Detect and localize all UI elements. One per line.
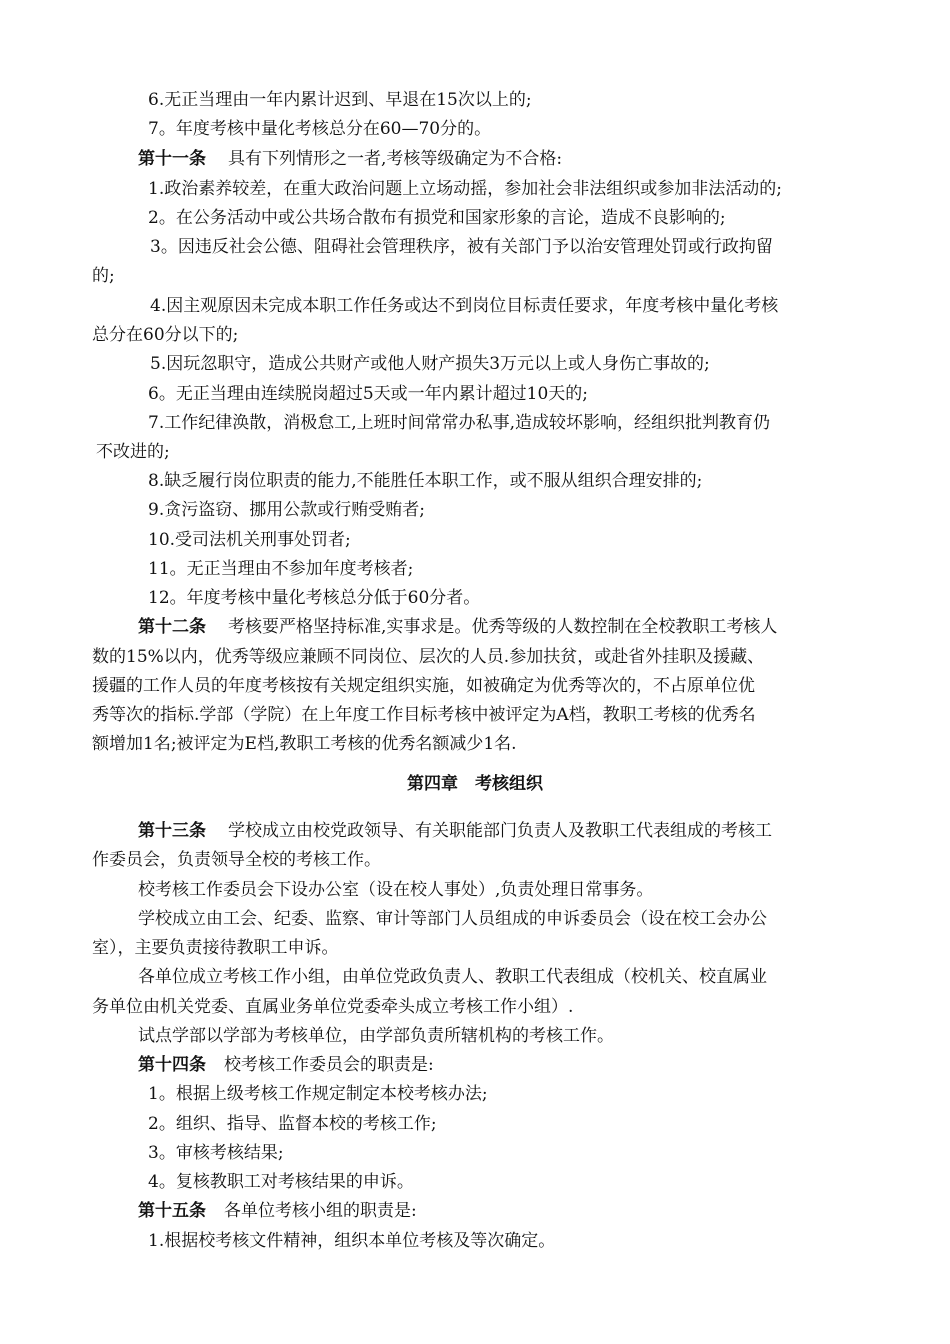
article-13-line-7: 务单位由机关党委、直属业务单位党委牵头成立考核工作小组）. — [92, 997, 574, 1017]
article-13-line-5: 室），主要负责接待教职工申诉。 — [92, 938, 339, 958]
art11-item-7: 7.工作纪律涣散，消极怠工,上班时间常常办私事,造成较坏影响，经组织批判教育仍 — [148, 413, 771, 433]
article-11 — [138, 145, 562, 175]
art14-item-3: 3。审核考核结果; — [148, 1143, 284, 1163]
article-11-label: 第十一条 — [138, 149, 206, 169]
art11-item-4-cont: 总分在60分以下的; — [92, 325, 239, 345]
art14-item-1: 1。根据上级考核工作规定制定本校考核办法; — [148, 1084, 488, 1104]
art11-item-8: 8.缺乏履行岗位职责的能力,不能胜任本职工作，或不服从组织合理安排的; — [148, 471, 703, 491]
item-late-early: 6.无正当理由一年内累计迟到、早退在15次以上的; — [148, 90, 532, 110]
article-11-text: 具有下列情形之一者,考核等级确定为不合格: — [228, 149, 563, 169]
art11-item-3: 3。因违反社会公德、阻碍社会管理秩序，被有关部门予以治安管理处罚或行政拘留 — [150, 237, 773, 257]
article-13-line-2: 作委员会，负责领导全校的考核工作。 — [92, 850, 381, 870]
article-14-text: 校考核工作委员会的职责是: — [224, 1055, 434, 1075]
art11-item-1: 1.政治素养较差，在重大政治问题上立场动摇，参加社会非法组织或参加非法活动的; — [148, 179, 782, 199]
art11-item-5: 5.因玩忽职守，造成公共财产或他人财产损失3万元以上或人身伤亡事故的; — [150, 354, 710, 374]
article-15-text: 各单位考核小组的职责是: — [224, 1201, 417, 1221]
art11-item-3-cont: 的; — [92, 266, 115, 286]
art11-item-7-cont: 不改进的; — [96, 442, 170, 462]
article-12-line-5: 额增加1名;被评定为E档,教职工考核的优秀名额减少1名. — [92, 734, 517, 754]
art11-item-9: 9.贪污盗窃、挪用公款或行贿受贿者; — [148, 500, 425, 520]
article-13-line-1: 学校成立由校党政领导、有关职能部门负责人及教职工代表组成的考核工 — [228, 821, 772, 841]
article-14-label: 第十四条 — [138, 1055, 206, 1075]
article-13-line-3: 校考核工作委员会下设办公室（设在校人事处）,负责处理日常事务。 — [138, 880, 654, 900]
article-13 — [138, 817, 772, 847]
art11-item-6: 6。无正当理由连续脱岗超过5天或一年内累计超过10天的; — [148, 384, 588, 404]
art11-item-12: 12。年度考核中量化考核总分低于60分者。 — [148, 588, 481, 608]
article-12-line-4: 秀等次的指标.学部（学院）在上年度工作目标考核中被评定为A档，教职工考核的优秀名 — [92, 705, 756, 725]
art11-item-11: 11。无正当理由不参加年度考核者; — [148, 559, 414, 579]
article-12-line-2: 数的15%以内，优秀等级应兼顾不同岗位、层次的人员.参加扶贫，或赴省外挂职及援藏、 — [92, 647, 765, 667]
article-13-line-6: 各单位成立考核工作小组，由单位党政负责人、教职工代表组成（校机关、校直属业 — [138, 967, 767, 987]
art15-item-1: 1.根据校考核文件精神，组织本单位考核及等次确定。 — [148, 1231, 556, 1251]
article-12-label: 第十二条 — [138, 617, 206, 637]
art11-item-2: 2。在公务活动中或公共场合散布有损党和国家形象的言论，造成不良影响的; — [148, 208, 726, 228]
article-13-label: 第十三条 — [138, 821, 206, 841]
article-15-label: 第十五条 — [138, 1201, 206, 1221]
art14-item-4: 4。复核教职工对考核结果的申诉。 — [148, 1172, 414, 1192]
chapter-heading: 第四章 考核组织 — [407, 774, 543, 794]
article-13-line-4: 学校成立由工会、纪委、监察、审计等部门人员组成的申诉委员会（设在校工会办公 — [138, 909, 767, 929]
article-12 — [138, 613, 777, 643]
art14-item-2: 2。组织、指导、监督本校的考核工作; — [148, 1114, 437, 1134]
art11-item-4: 4.因主观原因未完成本职工作任务或达不到岗位目标责任要求，年度考核中量化考核 — [150, 296, 779, 316]
art11-item-10: 10.受司法机关刑事处罚者; — [148, 530, 351, 550]
article-13-line-8: 试点学部以学部为考核单位，由学部负责所辖机构的考核工作。 — [138, 1026, 614, 1046]
article-15 — [138, 1197, 417, 1227]
article-12-line-1: 考核要严格坚持标准,实事求是。优秀等级的人数控制在全校教职工考核人 — [228, 617, 778, 637]
item-score-60-70: 7。年度考核中量化考核总分在60—70分的。 — [148, 119, 492, 139]
article-14 — [138, 1051, 434, 1081]
article-12-line-3: 援疆的工作人员的年度考核按有关规定组织实施，如被确定为优秀等次的，不占原单位优 — [92, 676, 755, 696]
